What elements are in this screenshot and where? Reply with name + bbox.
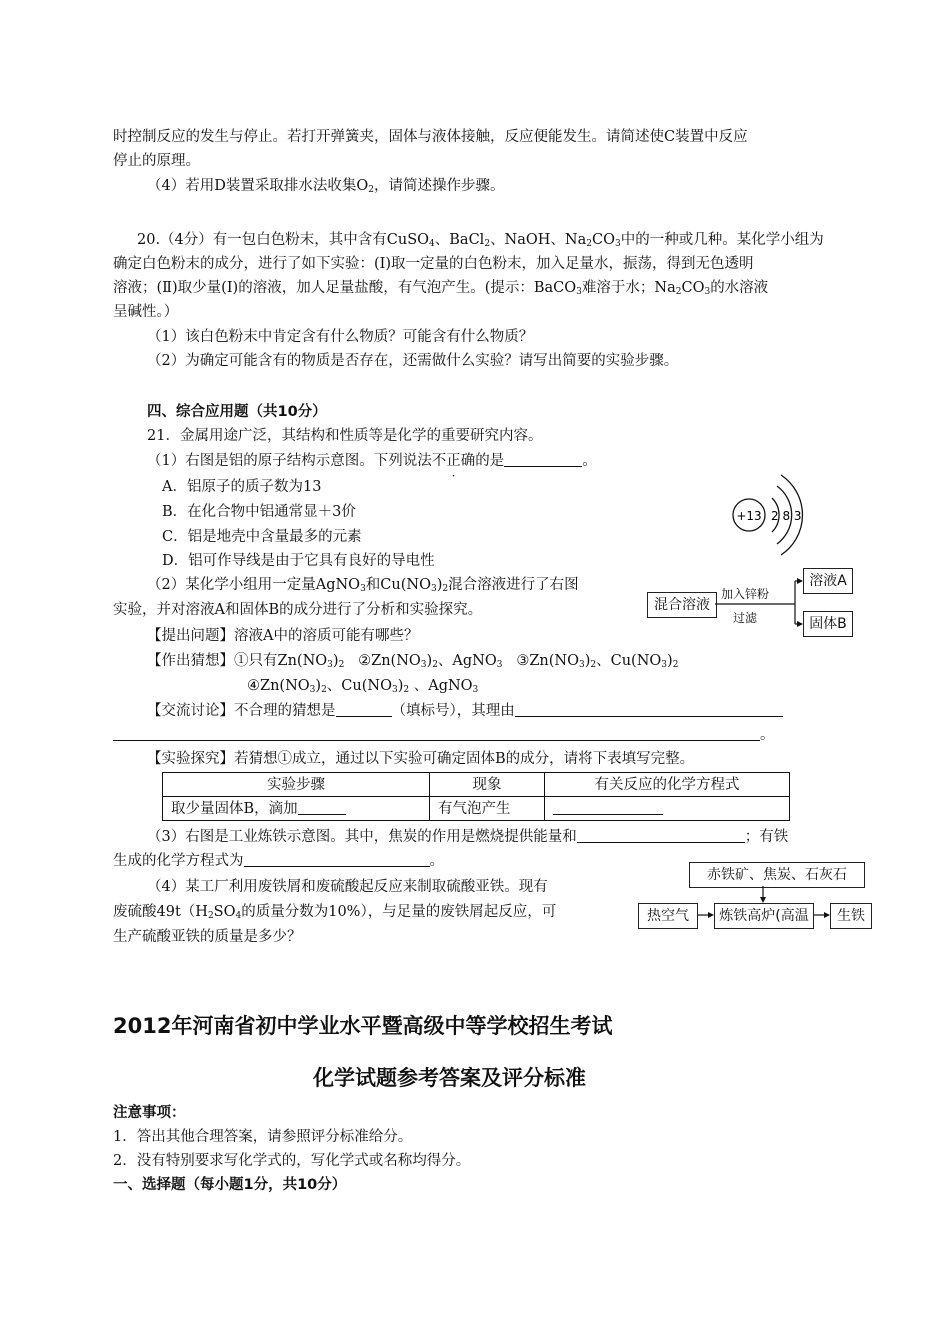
q19-text-line2: 停止的原理。 xyxy=(113,153,200,169)
answer-blank[interactable] xyxy=(553,799,663,815)
answer-blank[interactable] xyxy=(515,701,783,717)
aluminum-atom-diagram xyxy=(725,470,810,560)
table-cell-observation: 有气泡产生 xyxy=(430,797,545,821)
ask-question: 【提出问题】溶液A中的溶质可能有哪些？ xyxy=(147,628,419,644)
answer-blank[interactable] xyxy=(577,827,745,843)
section1-heading: 一、选择题（每小题1分，共10分） xyxy=(113,1177,347,1193)
flow-box-hot-air: 热空气 xyxy=(638,903,698,929)
note-1: 1．答出其他合理答案，请参照评分标准给分。 xyxy=(113,1129,413,1145)
q20-subquestion-1: （1）该白色粉末中肯定含有什么物质？可能含有什么物质？ xyxy=(147,329,534,345)
hypothesis-line2: $④Zn(NO_3)_2$、$Cu(NO_3)_2$ 、AgNO$_3$ xyxy=(247,678,479,695)
flow-box-raw-materials: 赤铁矿、焦炭、石灰石 xyxy=(689,862,865,888)
table-header-cell: 有关反应的化学方程式 xyxy=(545,773,790,797)
note-2: 2．没有特别要求写化学式的，写化学式或名称均得分。 xyxy=(113,1153,471,1169)
q20-subquestion-2: （2）为确定可能含有的物质是否存在，还需做什么实验？请写出简要的实验步骤。 xyxy=(147,353,679,369)
table-header-cell: 实验步骤 xyxy=(163,773,430,797)
flow-box-pig-iron: 生铁 xyxy=(830,903,872,929)
q21-part1-stem: （1）右图是铝的原子结构示意图。下列说法不正确的是 。 xyxy=(147,453,597,469)
q19-text-line1: 时控制反应的发生与停止。若打开弹簧夹，固体与液体接触，反应便能发生。请简述使C装置中反应 xyxy=(113,129,748,145)
q21-part3-line1: （3）右图是工业炼铁示意图。其中，焦炭的作用是燃烧提供能量和 ；有铁 xyxy=(147,829,789,845)
flow-label-filter: 过滤 xyxy=(733,611,758,625)
q20-line3: 溶液；(Ⅱ)取少量(Ⅰ)的溶液，加人足量盐酸，有气泡产生。(提示：BaCO$_3$难溶于水；$Na_2CO_3$的水溶液 xyxy=(113,280,769,297)
flow-box-solution-a: 溶液A xyxy=(803,568,853,594)
answer-title-line2: 化学试题参考答案及评分标准 xyxy=(313,1066,586,1090)
option-d: D．铝可作导线是由于它具有良好的导电性 xyxy=(162,553,435,569)
q20-line4: 呈碱性。） xyxy=(113,304,179,320)
q21-intro: 21．金属用途广泛，其结构和性质等是化学的重要研究内容。 xyxy=(147,428,543,444)
table-cell-step: 取少量固体B，滴加 xyxy=(163,797,430,821)
flow2-arrows xyxy=(690,886,840,926)
table-cell-equation xyxy=(545,797,790,821)
flow-label-add-zinc: 加入锌粉 xyxy=(721,587,770,601)
answer-blank[interactable] xyxy=(336,701,392,717)
hypothesis-line1: 【作出猜想】①只有$Zn(NO_3)_2$ $②Zn(NO_3)_2$、AgNO$_3$ $③Zn(NO_3)_2$、$Cu(NO_3)_2$ xyxy=(147,653,679,670)
q21-part4-line3: 生产硫酸亚铁的质量是多少？ xyxy=(113,929,302,945)
table-header-cell: 现象 xyxy=(430,773,545,797)
discussion-continuation: 。 xyxy=(113,725,775,745)
flow-box-solid-b: 固体B xyxy=(803,611,853,637)
section4-heading: 四、综合应用题（共10分） xyxy=(147,404,327,420)
q21-part4-line1: （4）某工厂利用废铁屑和废硫酸起反应来制取硫酸亚铁。现有 xyxy=(147,879,548,895)
shell-electrons: 2 8 3 xyxy=(771,509,802,523)
q19-subquestion-4: （4）若用D装置采取排水法收集$O_2$，请简述操作步骤。 xyxy=(147,178,505,195)
q20-line2: 确定白色粉末的成分，进行了如下实验：(Ⅰ)取一定量的白色粉末，加入足量水，振荡，得到无色透明 xyxy=(113,256,754,272)
option-b: B．在化合物中铝通常显＋3价 xyxy=(162,504,356,520)
q21-part4-line2: 废硫酸$49t(H_2SO_4$的质量分数为10%），与足量的废铁屑起反应，可 xyxy=(113,904,557,921)
option-a: A．铝原子的质子数为13 xyxy=(162,479,322,495)
option-c: C．铝是地壳中含量最多的元素 xyxy=(162,529,362,545)
answer-blank[interactable] xyxy=(113,725,760,741)
experiment-table xyxy=(162,772,790,821)
answer-blank[interactable] xyxy=(504,451,582,467)
q21-part2-line1: （2）某化学小组用一定量AgNO$_3$和$Cu(NO_3)_2$混合溶液进行了右图 xyxy=(147,577,579,594)
q21-part2-line2: 实验，并对溶液A和固体B的成分进行了分析和实验探究。 xyxy=(113,602,483,618)
nucleus-label: +13 xyxy=(736,509,762,523)
flow1-arrows xyxy=(715,570,805,640)
q20-line1: 20.（4分）有一包白色粉末，其中含有CuSO$_4$、BaCl$_2$、NaOH、$Na_2CO_3$中的一种或几种。某化学小组为 xyxy=(137,232,824,249)
table-header-row xyxy=(163,773,790,797)
discussion-line: 【交流讨论】不合理的猜想是 （填标号），其理由 xyxy=(147,701,783,721)
flow-box-mixed-solution: 混合溶液 xyxy=(647,592,717,618)
answer-blank[interactable] xyxy=(244,851,430,867)
notes-label: 注意事项： xyxy=(113,1105,186,1121)
experiment-instruction: 【实验探究】若猜想①成立，通过以下实验可确定固体B的成分，请将下表填写完整。 xyxy=(147,751,695,767)
q21-part3-line2: 生成的化学方程式为 。 xyxy=(113,853,444,869)
answer-title-line1: 2012年河南省初中学业水平暨高级中等学校招生考试 xyxy=(113,1014,613,1038)
table-row xyxy=(163,797,790,821)
flow-box-blast-furnace: 炼铁高炉(高温 xyxy=(714,903,814,929)
answer-blank[interactable] xyxy=(298,799,346,815)
